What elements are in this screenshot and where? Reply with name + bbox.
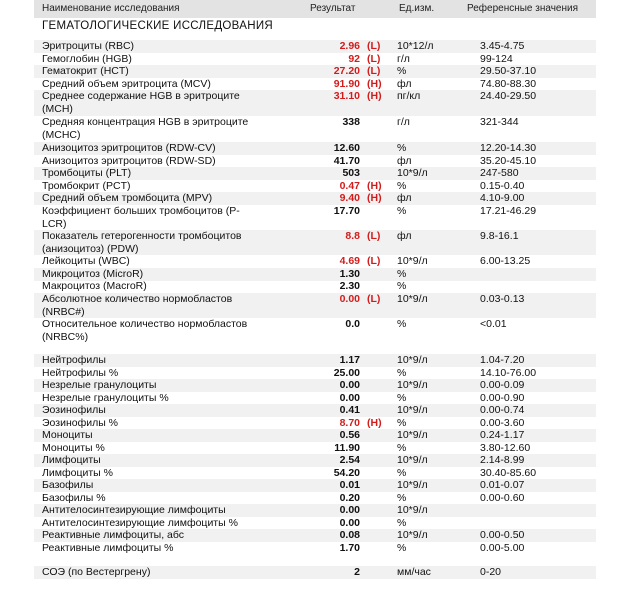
reference-range: 3.45-4.75 [480,40,525,52]
reference-range: 0.00-3.60 [480,417,525,429]
result-value: 9.40 [339,192,360,204]
result-value: 2 [354,566,360,578]
table-row [34,192,596,205]
table-row [34,504,596,517]
reference-range: 12.20-14.30 [480,142,537,154]
test-name: Нейтрофилы [42,354,106,366]
result-value: 503 [342,167,360,179]
table-row [34,379,596,392]
unit: % [397,318,407,330]
test-name: Реактивные лимфоциты, абс [42,529,185,541]
table-row [34,442,596,455]
result-value: 0.00 [339,379,360,391]
reference-range: 30.40-85.60 [480,467,537,479]
result-value: 41.70 [333,155,360,167]
result-value: 1.70 [339,542,360,554]
test-name: Антителосинтезирующие лимфоциты % [42,517,238,529]
result-value: 338 [342,116,360,128]
reference-range: 0.00-0.90 [480,392,525,404]
unit: 10*9/л [397,504,428,516]
reference-range: 74.80-88.30 [480,78,537,90]
reference-range: 0-20 [480,566,502,578]
table-row [34,268,596,281]
result-value: 1.30 [339,268,360,280]
test-name: Антителосинтезирующие лимфоциты [42,504,226,516]
test-name: Тромбокрит (PCT) [42,180,131,192]
table-row [34,517,596,530]
result-value: 2.96 [339,40,360,52]
unit: 10*9/л [397,454,428,466]
reference-range: 6.00-13.25 [480,255,531,267]
table-row [34,429,596,442]
result-value: 0.47 [339,180,360,192]
table-row [34,467,596,480]
unit: 10*9/л [397,293,428,305]
table-row [34,167,596,180]
test-name: Средний объем эритроцита (MCV) [42,78,211,90]
table-row [34,90,596,116]
table-row [34,40,596,53]
result-flag: (L) [367,293,381,305]
result-value: 0.56 [339,429,360,441]
table-row [34,392,596,405]
reference-range: 29.50-37.10 [480,65,537,77]
result-flag: (L) [367,40,381,52]
table-row [34,142,596,155]
result-flag: (L) [367,65,381,77]
table-row [34,454,596,467]
table-row [34,255,596,268]
test-name: Незрелые гранулоциты [42,379,157,391]
table-row [34,293,596,318]
reference-range: 321-344 [480,116,519,128]
unit: 10*9/л [397,529,428,541]
test-name: Абсолютное количество нормобластов (NRBC#) [42,293,233,318]
result-value: 54.20 [333,467,360,479]
unit: 10*9/л [397,255,428,267]
table-row [34,65,596,78]
result-value: 92 [348,53,360,65]
unit: % [397,417,407,429]
header-name: Наименование исследования [42,3,180,14]
test-name: СОЭ (по Вестергрену) [42,566,151,578]
table-row [34,367,596,380]
result-value: 8.8 [345,230,360,242]
test-name: Анизоцитоз эритроцитов (RDW-CV) [42,142,216,154]
result-value: 12.60 [333,142,360,154]
unit: 10*9/л [397,479,428,491]
table-row [34,404,596,417]
reference-range: 2.14-8.99 [480,454,525,466]
result-flag: (L) [367,230,381,242]
table-row [34,529,596,542]
test-name: Тромбоциты (PLT) [42,167,132,179]
unit: фл [397,78,412,90]
reference-range: 0.15-0.40 [480,180,525,192]
header-result: Результат [310,3,356,14]
table-row [34,417,596,430]
result-value: 4.69 [339,255,360,267]
reference-range: 14.10-76.00 [480,367,537,379]
reference-range: 1.04-7.20 [480,354,525,366]
unit: % [397,467,407,479]
test-name: Эозинофилы [42,404,106,416]
test-name: Лимфоциты % [42,467,113,479]
unit: % [397,180,407,192]
result-value: 1.17 [339,354,360,366]
test-name: Моноциты [42,429,93,441]
table-row [34,280,596,293]
test-name: Гемоглобин (HGB) [42,53,132,65]
table-row [34,155,596,168]
test-name: Микроцитоз (MicroR) [42,268,144,280]
table-row [34,318,596,343]
result-value: 0.41 [339,404,360,416]
reference-range: 0.00-0.74 [480,404,525,416]
unit: % [397,517,407,529]
result-flag: (H) [367,180,382,192]
reference-range: 24.40-29.50 [480,90,537,102]
test-name: Относительное количество нормобластов (NRBC%) [42,318,248,343]
header-reference: Референсные значения [467,3,579,14]
unit: 10*9/л [397,404,428,416]
result-value: 0.20 [339,492,360,504]
unit: % [397,142,407,154]
header-unit: Ед.изм. [399,3,435,14]
test-name: Эритроциты (RBC) [42,40,135,52]
result-value: 0.00 [339,504,360,516]
result-flag: (H) [367,90,382,102]
reference-range: 0.00-0.60 [480,492,525,504]
unit: 10*9/л [397,429,428,441]
result-flag: (H) [367,192,382,204]
reference-range: 99-124 [480,53,513,65]
reference-range: 0.00-0.09 [480,379,525,391]
result-value: 2.54 [339,454,360,466]
unit: 10*9/л [397,379,428,391]
reference-range: 0.01-0.07 [480,479,525,491]
reference-range: 4.10-9.00 [480,192,525,204]
unit: % [397,442,407,454]
unit: % [397,205,407,217]
test-name: Нейтрофилы % [42,367,119,379]
unit: пг/кл [397,90,421,102]
table-row [34,78,596,91]
test-name: Базофилы [42,479,94,491]
reference-range: 17.21-46.29 [480,205,537,217]
test-name: Моноциты % [42,442,105,454]
test-name: Лейкоциты (WBC) [42,255,130,267]
result-flag: (H) [367,417,382,429]
result-value: 8.70 [339,417,360,429]
result-value: 0.00 [339,293,360,305]
table-row [34,205,596,230]
reference-range: 9.8-16.1 [480,230,519,242]
result-value: 0.08 [339,529,360,541]
lab-report [34,0,596,600]
unit: г/л [397,53,410,65]
unit: 10*9/л [397,167,428,179]
test-name: Базофилы % [42,492,106,504]
result-flag: (L) [367,53,381,65]
table-row [34,116,596,142]
unit: фл [397,230,412,242]
test-name: Средний объем тромбоцита (MPV) [42,192,213,204]
result-value: 11.90 [334,442,360,454]
reference-range: 0.00-5.00 [480,542,525,554]
unit: 10*12/л [397,40,434,52]
unit: 10*9/л [397,354,428,366]
result-value: 0.0 [345,318,360,330]
test-name: Реактивные лимфоциты % [42,542,174,554]
reference-range: 0.03-0.13 [480,293,525,305]
test-name: Незрелые гранулоциты % [42,392,169,404]
result-value: 0.00 [339,517,360,529]
reference-range: 3.80-12.60 [480,442,531,454]
unit: % [397,392,407,404]
test-name: Гематокрит (HCT) [42,65,129,77]
table-row [34,479,596,492]
table-row [34,53,596,66]
reference-range: 0.24-1.17 [480,429,525,441]
table-row [34,542,596,555]
result-value: 31.10 [333,90,360,102]
test-name: Эозинофилы % [42,417,119,429]
table-row [34,230,596,255]
result-value: 25.00 [333,367,360,379]
test-name: Коэффициент больших тромбоцитов (P-LCR) [42,205,240,230]
result-flag: (H) [367,78,382,90]
reference-range: 247-580 [480,167,519,179]
result-value: 91.90 [333,78,360,90]
test-name: Лимфоциты [42,454,101,466]
result-value: 27.20 [333,65,360,77]
reference-range: <0.01 [480,318,507,330]
result-value: 0.00 [339,392,360,404]
unit: % [397,268,407,280]
unit: фл [397,155,412,167]
reference-range: 0.00-0.50 [480,529,525,541]
test-name: Средняя концентрация HGB в эритроците (MCHC) [42,116,249,141]
unit: % [397,280,407,292]
unit: % [397,65,407,77]
test-name: Среднее содержание HGB в эритроците (MCH) [42,90,240,115]
result-flag: (L) [367,255,381,267]
reference-range: 35.20-45.10 [480,155,537,167]
unit: % [397,542,407,554]
unit: % [397,367,407,379]
test-name: Анизоцитоз эритроцитов (RDW-SD) [42,155,216,167]
unit: г/л [397,116,410,128]
unit: % [397,492,407,504]
section-title: ГЕМАТОЛОГИЧЕСКИЕ ИССЛЕДОВАНИЯ [42,20,274,32]
unit: фл [397,192,412,204]
table-row [34,354,596,367]
result-value: 17.70 [333,205,360,217]
table-row [34,566,596,579]
table-row [34,492,596,505]
test-name: Показатель гетерогенности тромбоцитов (анизоцитоз) (PDW) [42,230,242,255]
result-value: 0.01 [339,479,360,491]
table-row [34,180,596,193]
test-name: Макроцитоз (MacroR) [42,280,147,292]
table-header [34,0,596,18]
unit: мм/час [397,566,431,578]
result-value: 2.30 [339,280,360,292]
